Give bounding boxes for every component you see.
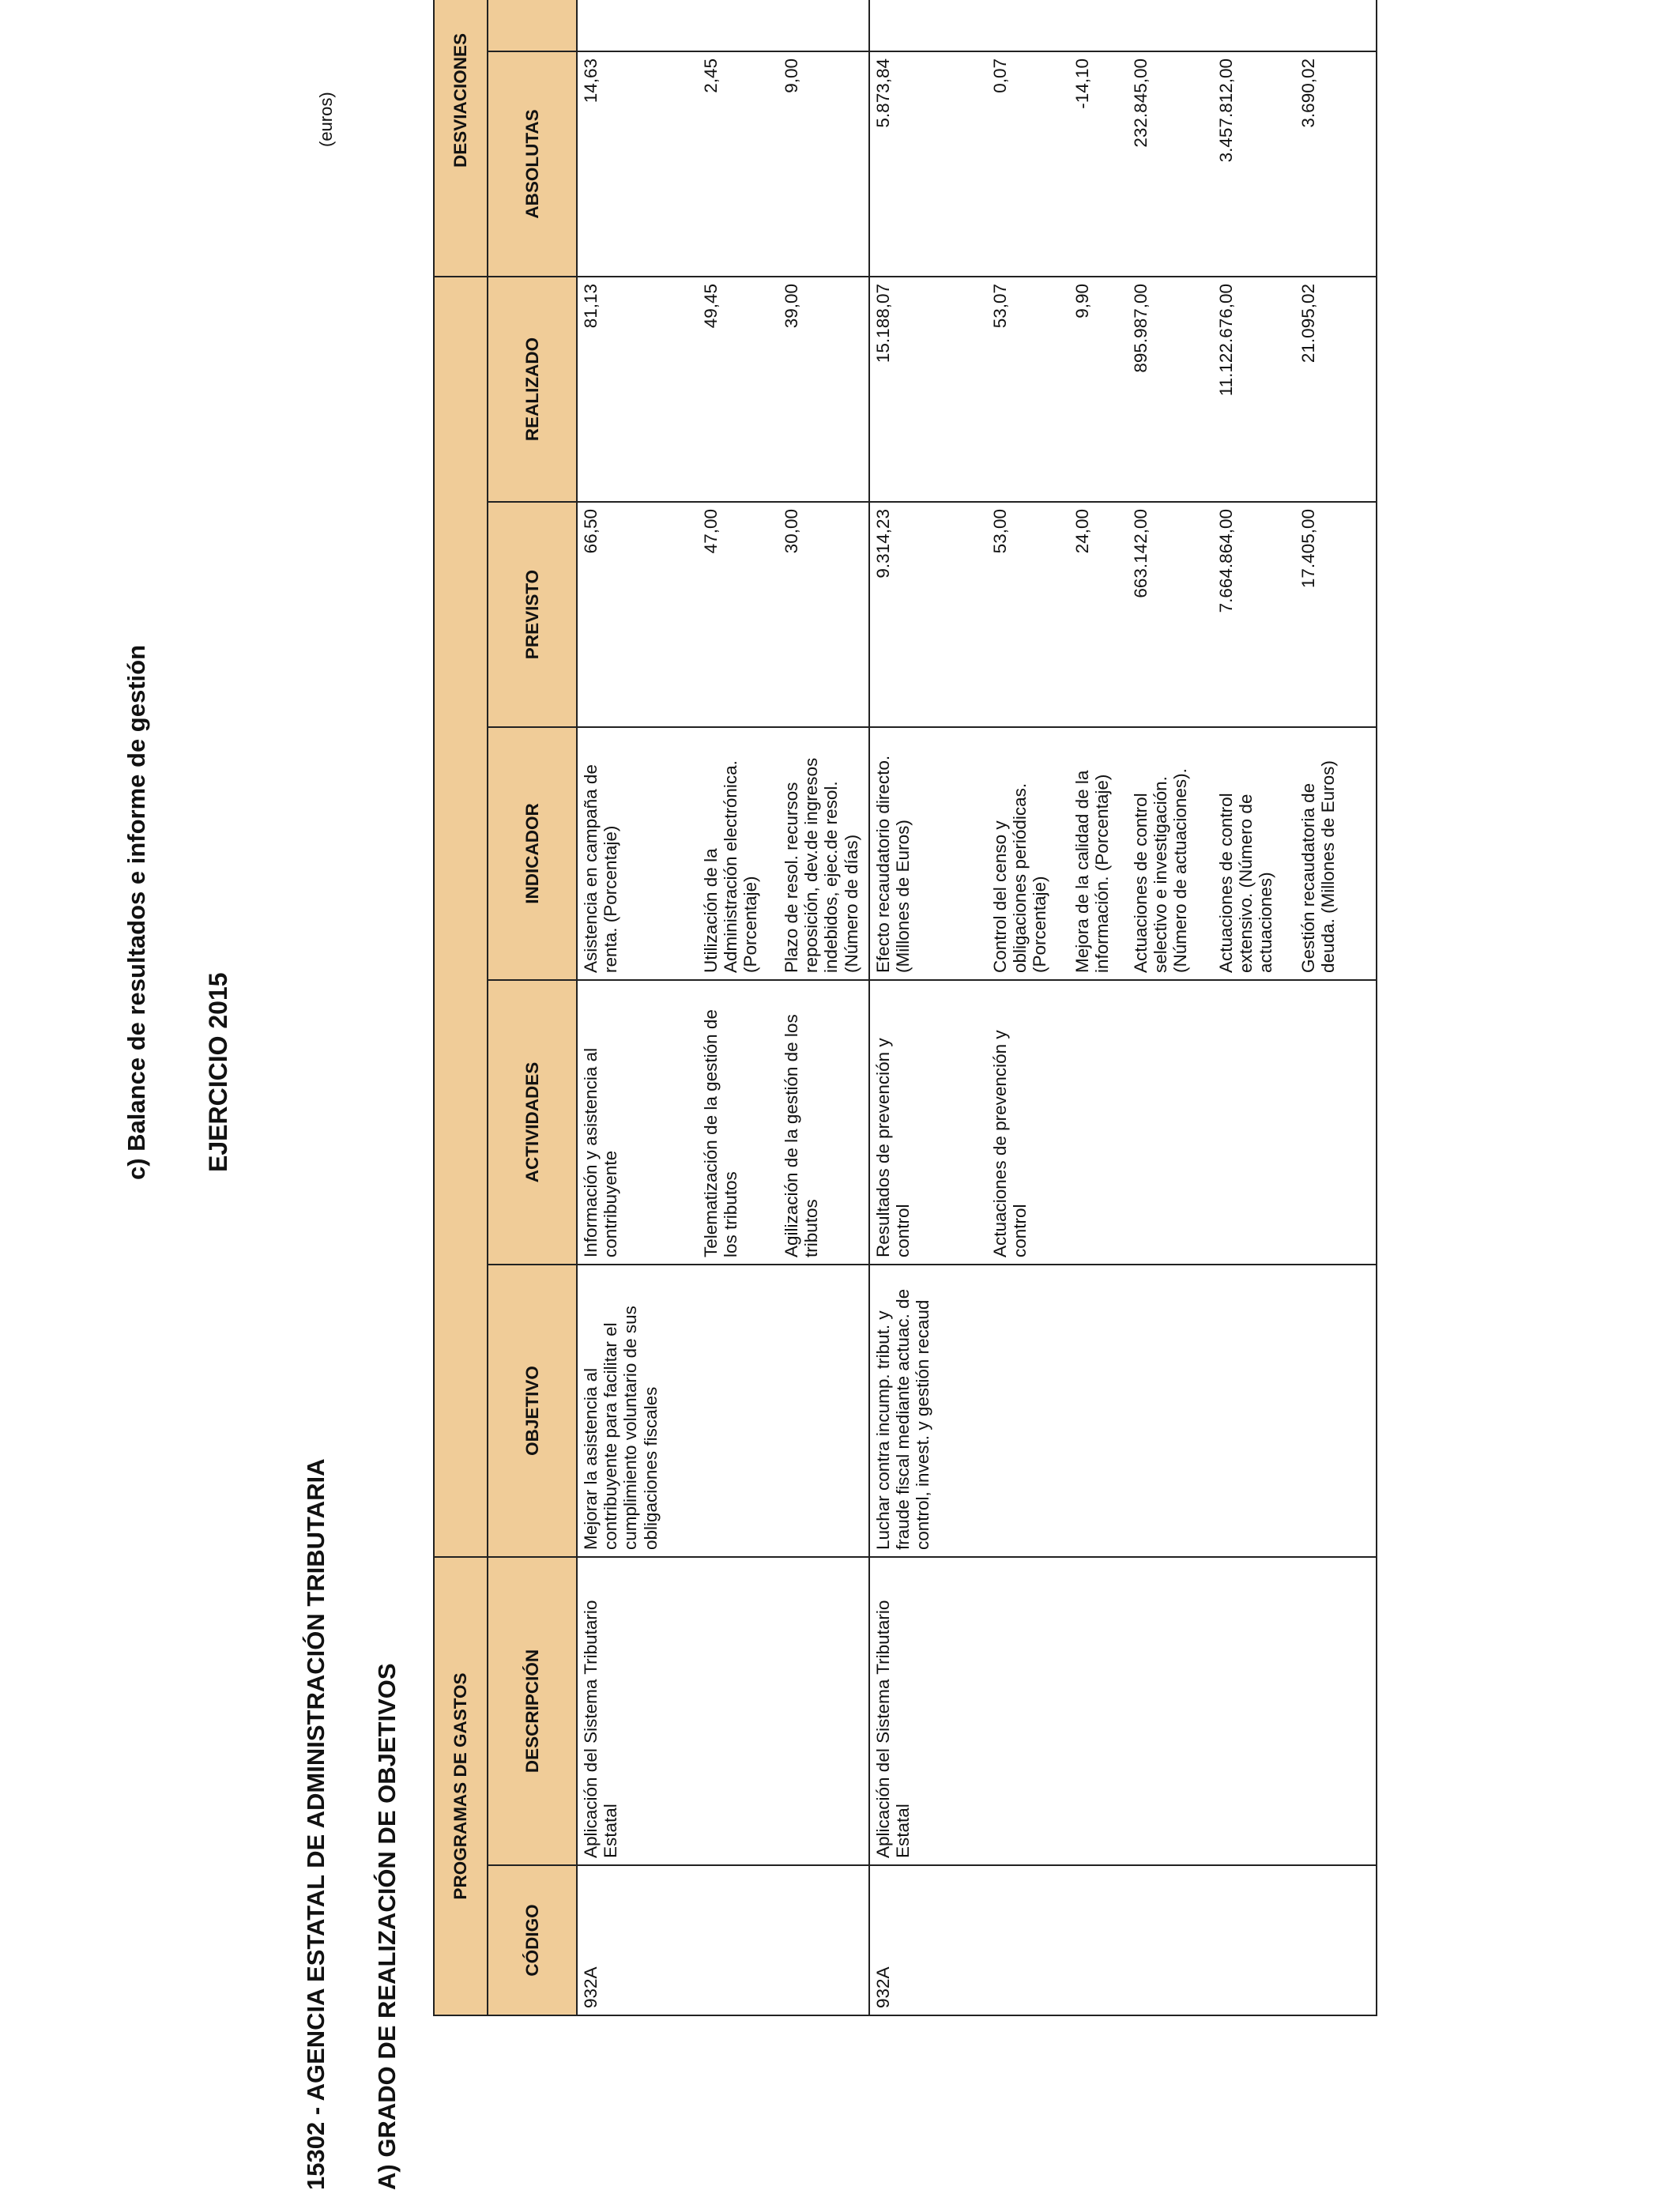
cell-descripcion: Aplicación del Sistema Tributario Estatal bbox=[577, 1557, 869, 1865]
absolutas-value: -14,10 bbox=[1072, 58, 1092, 109]
realizado-value: 39,00 bbox=[782, 283, 801, 329]
indicador-entry: Actuaciones de control selectivo e investigación. (Número de actuaciones). bbox=[1131, 768, 1191, 973]
group-programas-de-gastos: PROGRAMAS DE GASTOS bbox=[434, 1557, 488, 2015]
cell-actividades bbox=[869, 980, 1377, 1265]
absolutas-value: 14,63 bbox=[581, 58, 601, 104]
cell-absolutas bbox=[869, 51, 1377, 277]
indicador-entry: Asistencia en campaña de renta. (Porcentaje) bbox=[581, 764, 621, 973]
indicador-entry: Control del censo y obligaciones periódicas. (Porcentaje) bbox=[990, 782, 1050, 973]
realizado-value bbox=[946, 284, 990, 495]
pct-value bbox=[654, 0, 701, 44]
previsto-value: 53,00 bbox=[990, 509, 1010, 554]
col-realizado: REALIZADO bbox=[488, 277, 577, 502]
previsto-value: 47,00 bbox=[701, 509, 721, 554]
cell-objetivo: Mejorar la asistencia al contribuyente para facilitar el cumplimiento voluntario de sus obligaciones fiscales bbox=[577, 1265, 869, 1557]
previsto-value: 66,50 bbox=[581, 509, 601, 554]
realizado-value: 895.987,00 bbox=[1131, 283, 1151, 373]
cell-pct bbox=[869, 0, 1377, 51]
realizado-value: 21.095,02 bbox=[1298, 283, 1318, 364]
table-row bbox=[577, 0, 869, 2015]
absolutas-value: 2,45 bbox=[701, 58, 721, 93]
col-objetivo: OBJETIVO bbox=[488, 1265, 577, 1557]
col-descripcion: DESCRIPCIÓN bbox=[488, 1557, 577, 1865]
actividad-entry: Información y asistencia al contribuyente bbox=[581, 1047, 621, 1257]
previsto-value: 9.314,23 bbox=[873, 509, 893, 579]
absolutas-value: 9,00 bbox=[782, 58, 801, 93]
indicador-entry: Mejora de la calidad de la información. (Porcentaje) bbox=[1072, 770, 1113, 973]
realizado-value: 81,13 bbox=[581, 283, 601, 329]
previsto-value: 663.142,00 bbox=[1131, 509, 1151, 598]
absolutas-value bbox=[946, 58, 990, 270]
entity-title: 15302 - AGENCIA ESTATAL DE ADMINISTRACIÓN TRIBUTARIA bbox=[302, 1458, 330, 2190]
previsto-value: 24,00 bbox=[1072, 509, 1092, 554]
cell-realizado bbox=[577, 277, 869, 502]
cell-previsto bbox=[577, 502, 869, 727]
previsto-value bbox=[946, 509, 990, 720]
pct-value bbox=[1216, 0, 1298, 44]
pct-value bbox=[946, 0, 990, 44]
realizado-value: 9,90 bbox=[1072, 283, 1092, 319]
realizado-value bbox=[654, 284, 701, 495]
cell-actividades bbox=[577, 980, 869, 1265]
actividad-entry: Agilización de la gestión de los tributos bbox=[782, 1014, 822, 1257]
realizado-value: 53,07 bbox=[990, 283, 1010, 329]
group-desviaciones: DESVIACIONES bbox=[434, 0, 488, 277]
actividad-entry bbox=[1131, 987, 1216, 1257]
actividad-entry: Telematización de la gestión de los tributos bbox=[701, 1009, 741, 1257]
pct-value bbox=[873, 0, 946, 44]
col-absolutas: ABSOLUTAS bbox=[488, 51, 577, 277]
cell-previsto bbox=[869, 502, 1377, 727]
objectives-table bbox=[433, 0, 1377, 2016]
pct-value bbox=[581, 0, 654, 44]
pct-value bbox=[701, 0, 782, 44]
table-row bbox=[869, 0, 1377, 2015]
col-previsto: PREVISTO bbox=[488, 502, 577, 727]
col-actividades: ACTIVIDADES bbox=[488, 980, 577, 1265]
indicador-entry: Efecto recaudatorio directo. (Millones de Euros) bbox=[873, 755, 913, 973]
absolutas-value: 0,07 bbox=[990, 58, 1010, 93]
cell-indicador bbox=[869, 727, 1377, 980]
cell-pct bbox=[577, 0, 869, 51]
previsto-value: 17.405,00 bbox=[1298, 509, 1318, 589]
actividad-entry: Actuaciones de prevención y control bbox=[990, 1030, 1030, 1257]
cell-descripcion: Aplicación del Sistema Tributario Estatal bbox=[869, 1557, 1377, 1865]
absolutas-value: 3.457.812,00 bbox=[1216, 58, 1236, 163]
indicador-entry: Utilización de la Administración electrónica. (Porcentaje) bbox=[701, 760, 761, 973]
pct-value bbox=[1072, 0, 1131, 44]
indicador-entry: Gestión recaudatoria de deuda. (Millones de Euros) bbox=[1298, 760, 1339, 973]
absolutas-value: 232.845,00 bbox=[1131, 58, 1151, 148]
pct-value bbox=[1298, 0, 1320, 44]
actividad-entry bbox=[1216, 987, 1298, 1257]
realizado-value: 49,45 bbox=[701, 283, 721, 329]
cell-realizado bbox=[869, 277, 1377, 502]
actividad-entry bbox=[654, 987, 701, 1257]
cell-codigo: 932A bbox=[577, 1865, 869, 2015]
col-pct bbox=[488, 0, 577, 51]
cell-codigo: 932A bbox=[869, 1865, 1377, 2015]
group-spacer bbox=[434, 277, 488, 1557]
previsto-value: 7.664.864,00 bbox=[1216, 509, 1236, 613]
indicador-entry: Plazo de resol. recursos reposición, dev.de ingresos indebidos, ejec.de resol. (Número de días) bbox=[782, 757, 861, 973]
absolutas-value: 5.873,84 bbox=[873, 58, 893, 128]
absolutas-value bbox=[654, 58, 701, 270]
realizado-value: 15.188,07 bbox=[873, 283, 893, 364]
section-subtitle: A) GRADO DE REALIZACIÓN DE OBJETIVOS bbox=[373, 1663, 401, 2190]
absolutas-value: 3.690,02 bbox=[1298, 58, 1318, 128]
indicador-entry: Actuaciones de control extensivo. (Número de actuaciones) bbox=[1216, 793, 1276, 973]
actividad-entry bbox=[1298, 987, 1320, 1257]
actividad-entry bbox=[946, 987, 990, 1257]
previsto-value bbox=[654, 509, 701, 720]
currency-note: (euros) bbox=[316, 92, 336, 147]
cell-indicador bbox=[577, 727, 869, 980]
actividad-entry: Resultados de prevención y control bbox=[873, 1038, 913, 1257]
indicador-entry bbox=[946, 734, 990, 973]
section-title: c) Balance de resultados e informe de gestión bbox=[122, 644, 150, 1180]
cell-absolutas bbox=[577, 51, 869, 277]
col-codigo: CÓDIGO bbox=[488, 1865, 577, 2015]
pct-value bbox=[782, 0, 804, 44]
year-heading: EJERCICIO 2015 bbox=[204, 972, 232, 1172]
previsto-value: 30,00 bbox=[782, 509, 801, 554]
pct-value bbox=[1131, 0, 1216, 44]
cell-objetivo: Luchar contra incump. tribut. y fraude fiscal mediante actuac. de control, invest. y gestión recaud bbox=[869, 1265, 1377, 1557]
actividad-entry bbox=[1072, 987, 1131, 1257]
indicador-entry bbox=[654, 734, 701, 973]
pct-value bbox=[990, 0, 1072, 44]
realizado-value: 11.122.676,00 bbox=[1216, 283, 1236, 397]
col-indicador: INDICADOR bbox=[488, 727, 577, 980]
